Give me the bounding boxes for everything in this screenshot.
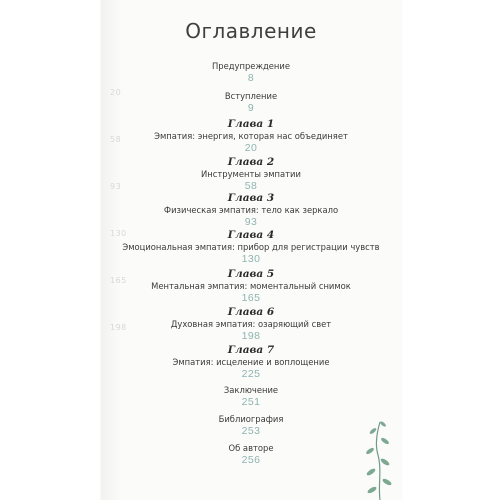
toc-entry-chapter-4[interactable] xyxy=(101,229,401,265)
entry-label: Духовная эмпатия: озаряющий свет xyxy=(170,319,332,329)
entry-label: Эмоциональная эмпатия: прибор для регистрации чувств xyxy=(122,242,380,252)
entry-label: Ментальная эмпатия: моментальный снимок xyxy=(151,281,351,291)
entry-page-number: 93 xyxy=(244,216,258,228)
chapter-heading: Глава 1 xyxy=(227,118,275,130)
entry-page-number: 225 xyxy=(241,368,261,380)
entry-label: Физическая эмпатия: тело как зеркало xyxy=(163,205,339,215)
entry-page-number: 58 xyxy=(244,180,258,192)
entry-label: Библиография xyxy=(218,414,284,424)
entry-label: Заключение xyxy=(223,385,279,395)
toc-entry-chapter-2[interactable] xyxy=(101,156,401,192)
toc-entry-chapter-6[interactable] xyxy=(101,306,401,342)
toc-entry-warning[interactable] xyxy=(101,60,401,84)
bleed-mark: 20 xyxy=(110,88,122,97)
entry-page-number: 20 xyxy=(244,142,258,154)
entry-label: Предупреждение xyxy=(211,61,291,71)
entry-page-number: 251 xyxy=(241,396,261,408)
vine-branch-icon xyxy=(358,420,398,500)
bleed-mark: 58 xyxy=(110,135,122,144)
page-title: Оглавление xyxy=(185,19,317,43)
entry-page-number: 9 xyxy=(247,102,255,114)
entry-label: Об авторе xyxy=(228,443,274,453)
entry-label: Вступление xyxy=(224,91,278,101)
toc-entry-bibliography[interactable] xyxy=(101,413,401,437)
toc-entry-chapter-5[interactable] xyxy=(101,268,401,304)
entry-page-number: 198 xyxy=(241,330,261,342)
chapter-heading: Глава 6 xyxy=(227,306,275,318)
entry-page-number: 256 xyxy=(241,454,261,466)
bleed-mark: 93 xyxy=(110,182,122,191)
entry-label: Инструменты эмпатии xyxy=(201,169,301,179)
bleed-mark: 198 xyxy=(110,323,127,332)
toc-entry-about-author[interactable] xyxy=(101,442,401,466)
entry-page-number: 8 xyxy=(247,72,255,84)
entry-label: Эмпатия: энергия, которая нас объединяет xyxy=(154,131,348,141)
book-page xyxy=(101,0,401,500)
chapter-heading: Глава 5 xyxy=(227,268,275,280)
chapter-heading: Глава 4 xyxy=(227,229,275,241)
bleed-mark: 130 xyxy=(110,229,127,238)
toc-entry-introduction[interactable] xyxy=(101,90,401,114)
chapter-heading: Глава 7 xyxy=(227,344,275,356)
chapter-heading: Глава 2 xyxy=(227,156,275,168)
entry-label: Эмпатия: исцеление и воплощение xyxy=(172,357,330,367)
toc-entry-chapter-3[interactable] xyxy=(101,192,401,228)
chapter-heading: Глава 3 xyxy=(227,192,275,204)
toc-entry-conclusion[interactable] xyxy=(101,384,401,408)
toc-entry-chapter-1[interactable] xyxy=(101,118,401,154)
bleed-mark: 165 xyxy=(110,276,127,285)
entry-page-number: 253 xyxy=(241,425,261,437)
toc-entry-chapter-7[interactable] xyxy=(101,344,401,380)
entry-page-number: 165 xyxy=(241,292,261,304)
entry-page-number: 130 xyxy=(241,253,261,265)
